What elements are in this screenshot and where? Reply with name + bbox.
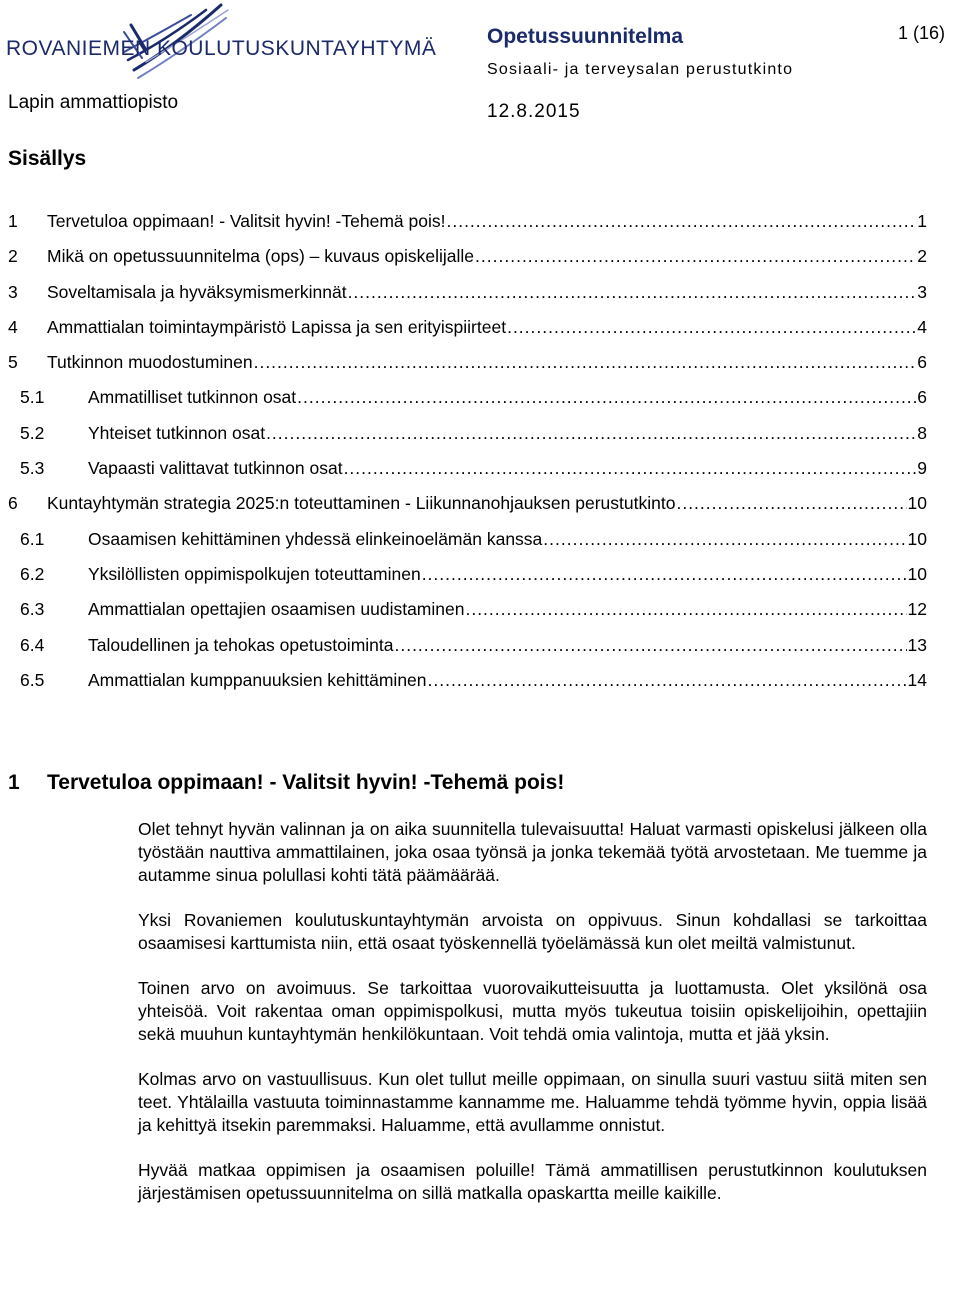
toc-dot-leader bbox=[348, 281, 917, 303]
toc-entry[interactable] bbox=[8, 457, 927, 492]
toc-entry[interactable] bbox=[8, 563, 927, 598]
toc-entry[interactable] bbox=[8, 492, 927, 527]
toc-entry-page[interactable]: 14 bbox=[907, 669, 927, 690]
toc-entry-page[interactable]: 12 bbox=[907, 599, 927, 620]
toc-entry[interactable] bbox=[8, 281, 927, 316]
toc-dot-leader bbox=[344, 457, 917, 479]
toc-entry-number: 6.2 bbox=[20, 563, 45, 584]
toc-dot-leader bbox=[394, 634, 906, 656]
document-title: Opetussuunnitelma bbox=[487, 25, 684, 48]
toc-entry-number: 4 bbox=[8, 316, 18, 337]
toc-entry-page[interactable]: 9 bbox=[917, 458, 927, 479]
toc-entry-number: 3 bbox=[8, 281, 18, 302]
toc-entry-page[interactable]: 10 bbox=[907, 563, 927, 584]
toc-entry-page[interactable]: 4 bbox=[917, 316, 927, 337]
toc-entry-number: 5.3 bbox=[20, 458, 45, 479]
toc-dot-leader bbox=[266, 422, 916, 444]
toc-entry-title[interactable]: Taloudellinen ja tehokas opetustoiminta bbox=[88, 634, 394, 655]
section-number: 1 bbox=[8, 771, 20, 794]
toc-entry[interactable] bbox=[8, 528, 927, 563]
toc-entry-page[interactable]: 2 bbox=[917, 246, 927, 267]
section-heading bbox=[8, 771, 564, 795]
toc-entry-number: 5 bbox=[8, 352, 18, 373]
page-number: 1 (16) bbox=[898, 23, 946, 43]
toc-entry-page[interactable]: 1 bbox=[917, 211, 927, 231]
toc-entry[interactable] bbox=[8, 316, 927, 351]
toc-entry-title[interactable]: Tutkinnon muodostuminen bbox=[47, 352, 253, 373]
toc-entry-number: 6.1 bbox=[20, 528, 45, 549]
toc-dot-leader bbox=[475, 245, 916, 267]
document-subtitle: Sosiaali- ja terveysalan perustutkinto bbox=[487, 61, 794, 78]
toc-entry-page[interactable]: 3 bbox=[917, 281, 927, 302]
toc-entry-page[interactable]: 13 bbox=[907, 634, 927, 655]
toc-entry-title[interactable]: Ammattialan toimintaympäristö Lapissa ja sen erityispiirteet bbox=[47, 316, 507, 337]
body-paragraph: Hyvää matkaa oppimisen ja osaamisen poluille! Tämä ammatillisen perustutkinnon koulutuksen järjestämisen opetussuunnitelma on sillä matkalla opaskartta meille kaikille. bbox=[138, 1160, 927, 1203]
toc-entry-title[interactable]: Tervetuloa oppimaan! - Valitsit hyvin! -Tehemä pois! bbox=[47, 211, 446, 231]
body-paragraph: Kolmas arvo on vastuullisuus. Kun olet tullut meille oppimaan, on sinulla suuri vastuu siitä miten sen teet. Yhtälailla vastuuta toiminnastamme kannamme me. Haluamme tehdä työmme hyvin, oppia lisää ja kehittyä itsekin paremmaksi. Haluamme, että avullamme onnistut. bbox=[138, 1069, 927, 1135]
toc-dot-leader bbox=[422, 563, 907, 585]
toc-entry-title[interactable]: Ammattialan opettajien osaamisen uudistaminen bbox=[88, 599, 465, 620]
toc-entry[interactable] bbox=[8, 351, 927, 386]
toc-entry-page[interactable]: 6 bbox=[917, 352, 927, 373]
organization-logo bbox=[6, 0, 437, 90]
toc-dot-leader bbox=[428, 669, 907, 691]
toc-entry-page[interactable]: 10 bbox=[907, 528, 927, 549]
toc-dot-leader bbox=[254, 351, 917, 373]
toc-entry-number: 5.2 bbox=[20, 422, 45, 443]
toc-entry[interactable] bbox=[8, 422, 927, 457]
toc-entry-number: 6.5 bbox=[20, 669, 45, 690]
body-paragraph: Olet tehnyt hyvän valinnan ja on aika suunnitella tulevaisuutta! Haluat varmasti opiskelusi jälkeen olla työstään nauttiva ammattilainen, joka osaa työnsä ja jonka tekemää työtä arvostetaan. Me tuemme ja autamme sinua polullasi kohti tätä päämäärää. bbox=[138, 819, 927, 885]
toc-entry-page[interactable]: 8 bbox=[917, 422, 927, 443]
toc-dot-leader bbox=[543, 528, 906, 550]
toc-entry-title[interactable]: Vapaasti valittavat tutkinnon osat bbox=[88, 458, 343, 479]
toc-entry-number: 2 bbox=[8, 246, 18, 267]
toc-entry[interactable] bbox=[8, 598, 927, 633]
toc-entry-title[interactable]: Yhteiset tutkinnon osat bbox=[88, 422, 266, 443]
toc-entry-page[interactable]: 6 bbox=[917, 387, 927, 408]
body-paragraph: Toinen arvo on avoimuus. Se tarkoittaa vuorovaikutteisuutta ja luottamusta. Olet yksilönä osa yhteisöä. Voit rakentaa oman oppimispolkusi, mutta myös tukeutua toisiin opiskelijoihin, opettajiin sekä muuhun kuntayhtymän henkilökuntaan. Voit tehdä omia valintoja, mutta et jää yksin. bbox=[138, 978, 927, 1044]
toc-dot-leader bbox=[507, 316, 916, 338]
toc-entry-title[interactable]: Osaamisen kehittäminen yhdessä elinkeinoelämän kanssa bbox=[88, 528, 543, 549]
toc-dot-leader bbox=[465, 598, 906, 620]
toc-entry-number: 5.1 bbox=[20, 387, 45, 408]
toc-entry-number: 1 bbox=[8, 211, 18, 231]
toc-entry-title[interactable]: Kuntayhtymän strategia 2025:n toteuttaminen - Liikunnanohjauksen perustutkinto bbox=[47, 493, 676, 514]
table-of-contents bbox=[8, 210, 927, 704]
toc-entry-page[interactable]: 10 bbox=[907, 493, 927, 514]
document-date: 12.8.2015 bbox=[487, 101, 581, 122]
toc-dot-leader bbox=[446, 210, 916, 232]
toc-dot-leader bbox=[297, 386, 916, 408]
toc-entry-title[interactable]: Soveltamisala ja hyväksymismerkinnät bbox=[47, 281, 347, 302]
toc-title: Sisällys bbox=[8, 147, 87, 170]
toc-entry[interactable] bbox=[8, 210, 927, 245]
toc-entry-number: 6.4 bbox=[20, 634, 45, 655]
toc-entry-title[interactable]: Ammattialan kumppanuuksien kehittäminen bbox=[88, 669, 427, 690]
toc-entry[interactable] bbox=[8, 386, 927, 421]
body-paragraph: Yksi Rovaniemen koulutuskuntayhtymän arvoista on oppivuus. Sinun kohdallasi se tarkoittaa osaamisesi karttumista niin, että osaat työskennellä työelämässä kun olet meiltä valmistunut. bbox=[138, 910, 927, 953]
toc-entry-title[interactable]: Ammatilliset tutkinnon osat bbox=[88, 387, 297, 408]
school-name: Lapin ammattiopisto bbox=[8, 92, 179, 113]
logo-text: ROVANIEMEN KOULUTUSKUNTAYHTYMÄ bbox=[6, 37, 437, 60]
section-body bbox=[138, 818, 927, 1227]
toc-entry[interactable] bbox=[8, 669, 927, 704]
toc-entry-title[interactable]: Yksilöllisten oppimispolkujen toteuttaminen bbox=[88, 563, 421, 584]
toc-entry-title[interactable]: Mikä on opetussuunnitelma (ops) – kuvaus opiskelijalle bbox=[47, 246, 475, 267]
toc-entry-number: 6.3 bbox=[20, 599, 45, 620]
toc-entry[interactable] bbox=[8, 634, 927, 669]
toc-entry-number: 6 bbox=[8, 493, 18, 514]
toc-entry[interactable] bbox=[8, 245, 927, 280]
section-title: Tervetuloa oppimaan! - Valitsit hyvin! -Tehemä pois! bbox=[47, 771, 565, 794]
toc-dot-leader bbox=[676, 492, 906, 514]
